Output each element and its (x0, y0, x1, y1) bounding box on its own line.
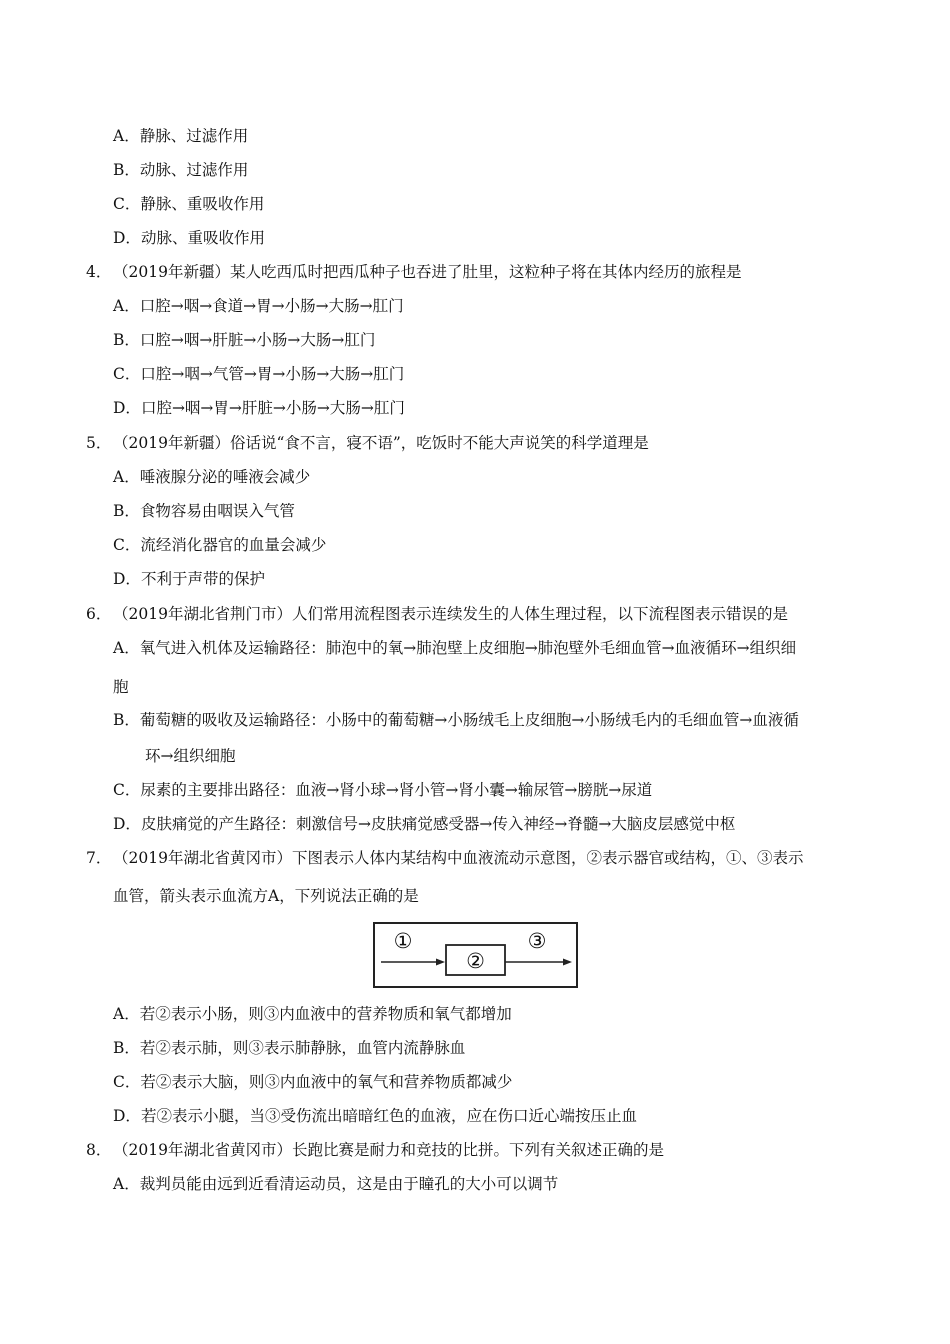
q4-option-d[interactable]: D．口腔→咽→胃→肝脏→小肠→大肠→肛门 (113, 399, 405, 417)
q4-option-a[interactable]: A．口腔→咽→食道→胃→小肠→大肠→肛门 (113, 297, 404, 315)
q6-option-a[interactable]: A．氧气进入机体及运输路径：肺泡中的氧→肺泡壁上皮细胞→肺泡壁外毛细血管→血液循环→组织细 (113, 639, 797, 657)
q6-stem: 6． （2019年湖北省荆门市）人们常用流程图表示连续发生的人体生理过程，以下流程图表示错误的是 (86, 605, 788, 623)
q6-option-b-continuation: 环→组织细胞 (145, 747, 236, 765)
q6-option-b[interactable]: B．葡萄糖的吸收及运输路径：小肠中的葡萄糖→小肠绒毛上皮细胞→小肠绒毛内的毛细血管→血液循 (113, 711, 799, 729)
label-vessel-3: ③ (527, 929, 547, 953)
q6-option-c[interactable]: C．尿素的主要排出路径：血液→肾小球→肾小管→肾小囊→输尿管→膀胱→尿道 (113, 781, 653, 799)
q3-option-a[interactable]: A．静脉、过滤作用 (113, 127, 249, 145)
q5-option-b[interactable]: B．食物容易由咽误入气管 (113, 502, 295, 520)
q8-stem: 8． （2019年湖北省黄冈市）长跑比赛是耐力和竞技的比拼。下列有关叙述正确的是 (86, 1141, 664, 1159)
q4-option-c[interactable]: C．口腔→咽→气管→胃→小肠→大肠→肛门 (113, 365, 405, 383)
q4-stem: 4． （2019年新疆）某人吃西瓜时把西瓜种子也吞进了肚里，这粒种子将在其体内经历的旅程是 (86, 263, 742, 281)
q7-stem: 7． （2019年湖北省黄冈市）下图表示人体内某结构中血液流动示意图，②表示器官或结构，①、③表示 (86, 849, 804, 867)
q3-option-d[interactable]: D．动脉、重吸收作用 (113, 229, 265, 247)
q7-option-c[interactable]: C．若②表示大脑，则③内血液中的氧气和营养物质都减少 (113, 1073, 513, 1091)
q6-option-d[interactable]: D．皮肤痛觉的产生路径：刺激信号→皮肤痛觉感受器→传入神经→脊髓→大脑皮层感觉中枢 (113, 815, 736, 833)
arrow-in-head (436, 959, 445, 966)
label-vessel-1: ① (393, 929, 413, 953)
q7-option-a[interactable]: A．若②表示小肠，则③内血液中的营养物质和氧气都增加 (113, 1005, 512, 1023)
q4-option-b[interactable]: B．口腔→咽→肝脏→小肠→大肠→肛门 (113, 331, 376, 349)
q6-option-a-continuation: 胞 (113, 678, 129, 696)
q3-option-c[interactable]: C．静脉、重吸收作用 (113, 195, 265, 213)
q7-option-b[interactable]: B．若②表示肺，则③表示肺静脉，血管内流静脉血 (113, 1039, 466, 1057)
q3-option-b[interactable]: B．动脉、过滤作用 (113, 161, 249, 179)
q5-option-a[interactable]: A．唾液腺分泌的唾液会减少 (113, 468, 311, 486)
label-organ-2: ② (466, 949, 485, 973)
q7-stem-continuation: 血管，箭头表示血流方A，下列说法正确的是 (113, 887, 419, 905)
q5-stem: 5． （2019年新疆）俗话说“食不言，寝不语”，吃饭时不能大声说笑的科学道理是 (86, 434, 649, 452)
q8-option-a[interactable]: A．裁判员能由远到近看清运动员，这是由于瞳孔的大小可以调节 (113, 1175, 559, 1193)
q5-option-c[interactable]: C．流经消化器官的血量会减少 (113, 536, 327, 554)
q7-option-d[interactable]: D．若②表示小腿，当③受伤流出暗暗红色的血液，应在伤口近心端按压止血 (113, 1107, 637, 1125)
arrow-out-head (563, 959, 572, 966)
blood-flow-diagram (373, 922, 578, 988)
q5-option-d[interactable]: D．不利于声带的保护 (113, 570, 265, 588)
